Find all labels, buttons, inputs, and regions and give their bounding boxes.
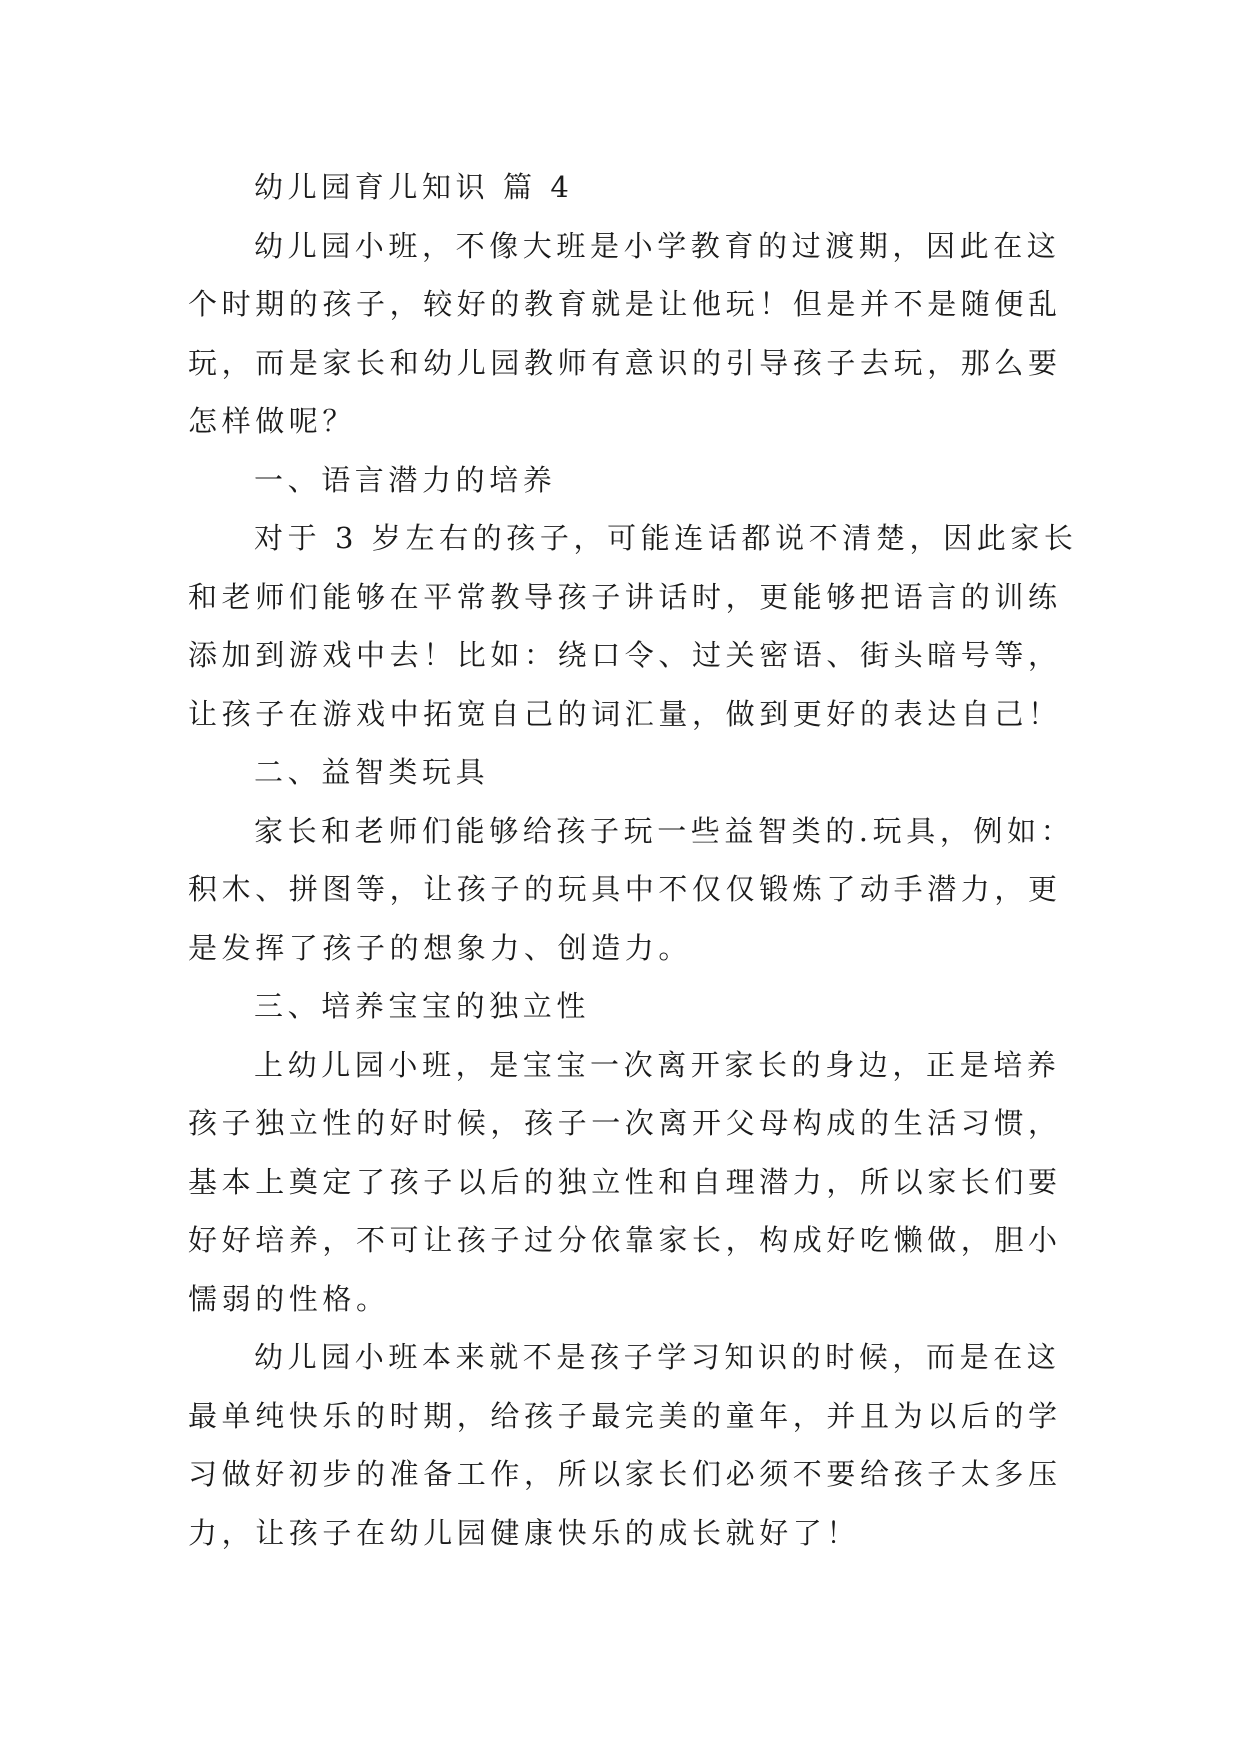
paragraph-line: 怎样做呢？ [188,404,357,438]
paragraph-line: 家长和老师们能够给孩子玩一些益智类的.玩具，例如： [254,813,1075,848]
paragraph-line: 幼儿园小班本来就不是孩子学习知识的时候，而是在这 [254,1340,1061,1374]
paragraph-line: 好好培养，不可让孩子过分依靠家长，构成好吃懒做，胆小 [188,1223,1062,1257]
paragraph-line: 上幼儿园小班，是宝宝一次离开家长的身边，正是培养 [254,1047,1061,1082]
paragraph-line: 和老师们能够在平常教导孩子讲话时，更能够把语言的训练 [188,579,1062,614]
subheading: 三、培养宝宝的独立性 [254,989,591,1023]
paragraph-line: 力，让孩子在幼儿园健康快乐的成长就好了！ [188,1515,861,1550]
subheading: 二、益智类玩具 [254,755,490,789]
paragraph-line: 基本上奠定了孩子以后的独立性和自理潜力，所以家长们要 [188,1164,1062,1199]
paragraph-line: 孩子独立性的好时候，孩子一次离开父母构成的生活习惯， [188,1106,1062,1140]
subheading: 一、语言潜力的培养 [254,462,557,497]
paragraph-line: 最单纯快乐的时期，给孩子最完美的童年，并且为以后的学 [188,1398,1062,1433]
document-body [188,158,1078,1562]
paragraph-line: 对于 3 岁左右的孩子，可能连话都说不清楚，因此家长 [254,521,1078,555]
paragraph-line: 懦弱的性格。 [188,1281,390,1316]
paragraph-line: 幼儿园小班，不像大班是小学教育的过渡期，因此在这 [254,228,1061,263]
paragraph-line: 让孩子在游戏中拓宽自己的词汇量，做到更好的表达自己！ [188,696,1062,731]
section-title: 幼儿园育儿知识 篇 4 [254,170,574,204]
paragraph-line: 玩，而是家长和幼儿园教师有意识的引导孩子去玩，那么要 [188,345,1062,380]
paragraph-line: 添加到游戏中去！比如：绕口令、过关密语、街头暗号等， [188,638,1062,672]
paragraph-line: 是发挥了孩子的想象力、创造力。 [188,930,693,965]
paragraph-line: 积木、拼图等，让孩子的玩具中不仅仅锻炼了动手潜力，更 [188,872,1062,906]
paragraph-line: 个时期的孩子，较好的教育就是让他玩！但是并不是随便乱 [188,287,1062,321]
paragraph-line: 习做好初步的准备工作，所以家长们必须不要给孩子太多压 [188,1457,1062,1491]
